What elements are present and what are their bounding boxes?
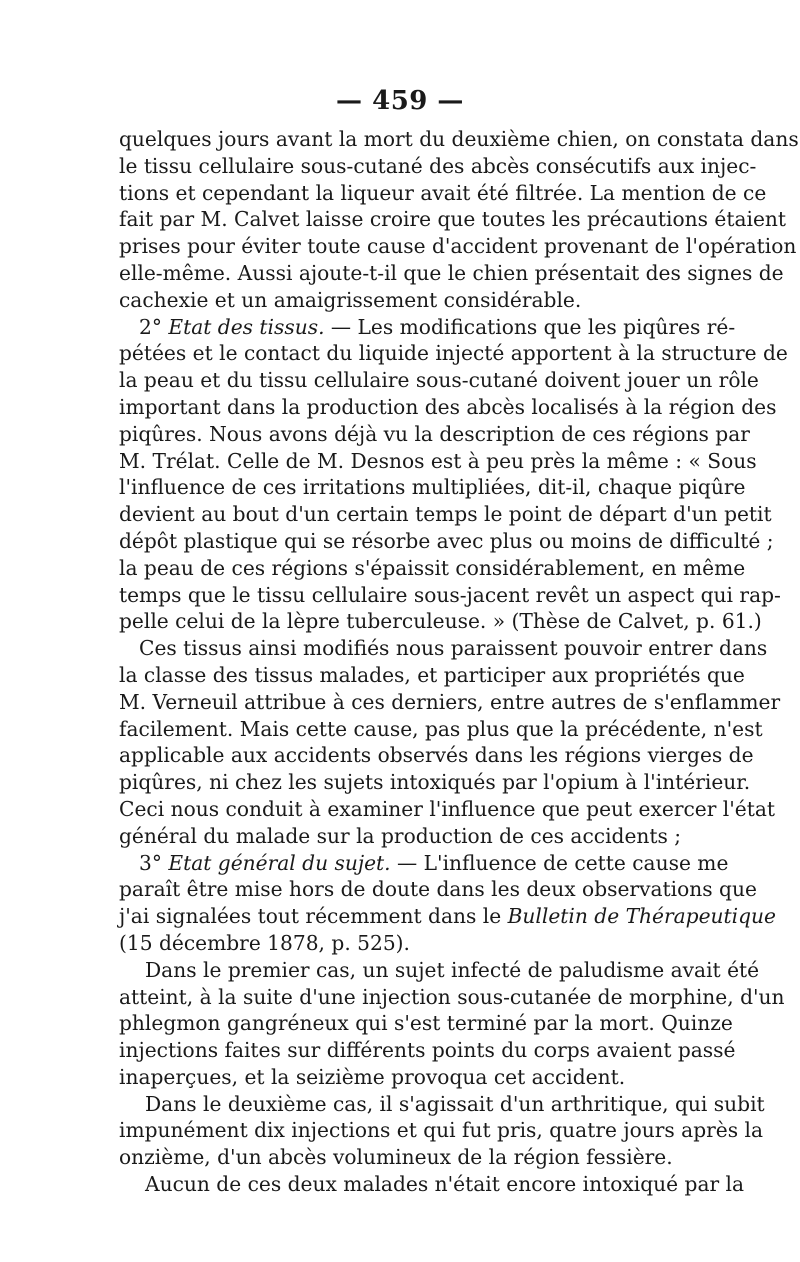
section-title: Etat général du sujet. <box>168 850 391 875</box>
section-text: — Les modifications que les piqûres ré- <box>324 314 736 339</box>
text-line: Dans le premier cas, un sujet infecté de paludisme avait été <box>145 957 760 982</box>
text-line: la classe des tissus malades, et participer aux propriétés que <box>119 662 745 687</box>
citation-line <box>119 903 776 930</box>
text-line: fait par M. Calvet laisse croire que toutes les précautions étaient <box>119 207 787 232</box>
text-line: l'influence de ces irritations multipliées, dit-il, chaque piqûre <box>119 475 746 500</box>
section-number: 2° <box>139 314 169 339</box>
text-line: prises pour éviter toute cause d'accident provenant de l'opération <box>119 234 797 259</box>
text-line: paraît être mise hors de doute dans les deux observations que <box>119 877 757 902</box>
journal-title: Bulletin de Thérapeutique <box>507 904 776 929</box>
text-line: inaperçues, et la seizième provoqua cet accident. <box>119 1064 626 1089</box>
text-line: phlegmon gangréneux qui s'est terminé par la mort. Quinze <box>119 1011 733 1036</box>
text-line: Ces tissus ainsi modifiés nous paraissent pouvoir entrer dans <box>139 636 768 661</box>
text-line: applicable aux accidents observés dans les régions vierges de <box>119 743 754 768</box>
text-line: onzième, d'un abcès volumineux de la région fessière. <box>119 1145 673 1170</box>
text-line: général du malade sur la production de ces accidents ; <box>119 823 682 848</box>
text-line: facilement. Mais cette cause, pas plus que la précédente, n'est <box>119 716 763 741</box>
text-line: quelques jours avant la mort du deuxième chien, on constata dans <box>119 127 799 151</box>
text-line: (15 décembre 1878, p. 525). <box>119 930 410 955</box>
text-line: la peau de ces régions s'épaissit considérablement, en même <box>119 555 746 580</box>
section-heading-line <box>119 314 736 341</box>
page-number: — 459 — <box>336 86 464 116</box>
text-line: dépôt plastique qui se résorbe avec plus ou moins de difficulté ; <box>119 528 774 553</box>
text-line: elle-même. Aussi ajoute-t-il que le chien présentait des signes de <box>119 260 784 285</box>
citation-text: j'ai signalées tout récemment dans le <box>119 904 508 929</box>
text-line: impunément dix injections et qui fut pris, quatre jours après la <box>119 1118 763 1143</box>
text-line: Ceci nous conduit à examiner l'influence que peut exercer l'état <box>119 796 776 821</box>
text-line: Dans le deuxième cas, il s'agissait d'un arthritique, qui subit <box>145 1091 765 1116</box>
text-line: piqûres. Nous avons déjà vu la description de ces régions par <box>119 421 750 446</box>
text-line: piqûres, ni chez les sujets intoxiqués par l'opium à l'intérieur. <box>119 770 751 795</box>
text-line: M. Trélat. Celle de M. Desnos est à peu près la même : « Sous <box>119 448 757 473</box>
text-line: le tissu cellulaire sous-cutané des abcès consécutifs aux injec- <box>119 153 757 178</box>
section-text: — L'influence de cette cause me <box>390 850 729 875</box>
section-number: 3° <box>139 850 169 875</box>
text-line: cachexie et un amaigrissement considérable. <box>119 287 582 312</box>
text-line: temps que le tissu cellulaire sous-jacent revêt un aspect qui rap- <box>119 582 781 607</box>
text-line: M. Verneuil attribue à ces derniers, entre autres de s'enflammer <box>119 689 781 714</box>
text-line: devient au bout d'un certain temps le point de départ d'un petit <box>119 502 772 527</box>
text-line: important dans la production des abcès localisés à la région des <box>119 394 777 419</box>
text-line: pétées et le contact du liquide injecté apportent à la structure de <box>119 341 788 366</box>
body-text <box>119 126 799 1198</box>
text-line: tions et cependant la liqueur avait été filtrée. La mention de ce <box>119 180 767 205</box>
section-title: Etat des tissus. <box>168 314 325 339</box>
text-line: Aucun de ces deux malades n'était encore intoxiqué par la <box>145 1172 745 1197</box>
text-line: la peau et du tissu cellulaire sous-cutané doivent jouer un rôle <box>119 368 759 393</box>
section-heading-line <box>119 850 729 877</box>
text-line: injections faites sur différents points du corps avaient passé <box>119 1038 736 1063</box>
text-line: pelle celui de la lèpre tuberculeuse. » (Thèse de Calvet, p. 61.) <box>119 609 762 634</box>
text-line: atteint, à la suite d'une injection sous-cutanée de morphine, d'un <box>119 984 785 1009</box>
